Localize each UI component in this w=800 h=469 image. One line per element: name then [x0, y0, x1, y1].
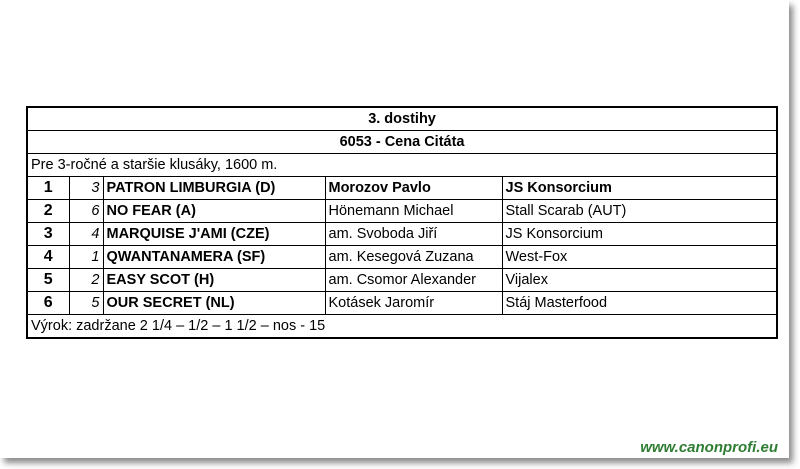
owner-cell: JS Konsorcium — [502, 223, 777, 246]
start-number-cell: 1 — [69, 246, 103, 269]
race-name: 6053 - Cena Citáta — [27, 131, 777, 154]
place-cell: 3 — [27, 223, 69, 246]
driver-cell: Kotásek Jaromír — [325, 292, 502, 315]
start-number-cell: 5 — [69, 292, 103, 315]
race-conditions: Pre 3-ročné a staršie klusáky, 1600 m. — [27, 154, 777, 177]
table-row — [27, 223, 777, 246]
start-number-cell: 4 — [69, 223, 103, 246]
owner-cell: Vijalex — [502, 269, 777, 292]
start-number-cell: 2 — [69, 269, 103, 292]
place-cell: 6 — [27, 292, 69, 315]
place-cell: 2 — [27, 200, 69, 223]
horse-cell: NO FEAR (A) — [103, 200, 325, 223]
horse-cell: QWANTANAMERA (SF) — [103, 246, 325, 269]
horse-cell: OUR SECRET (NL) — [103, 292, 325, 315]
place-cell: 1 — [27, 177, 69, 200]
watermark-text: www.canonprofi.eu — [640, 439, 778, 456]
race-results-table — [26, 106, 778, 339]
place-cell: 4 — [27, 246, 69, 269]
start-number-cell: 6 — [69, 200, 103, 223]
table-row — [27, 246, 777, 269]
table-row — [27, 269, 777, 292]
owner-cell: Stáj Masterfood — [502, 292, 777, 315]
driver-cell: Hönemann Michael — [325, 200, 502, 223]
owner-cell: Stall Scarab (AUT) — [502, 200, 777, 223]
owner-cell: West-Fox — [502, 246, 777, 269]
race-title: 3. dostihy — [27, 107, 777, 131]
horse-cell: MARQUISE J'AMI (CZE) — [103, 223, 325, 246]
table-row — [27, 292, 777, 315]
place-cell: 5 — [27, 269, 69, 292]
horse-cell: PATRON LIMBURGIA (D) — [103, 177, 325, 200]
driver-cell: am. Csomor Alexander — [325, 269, 502, 292]
table-row — [27, 200, 777, 223]
driver-cell: am. Kesegová Zuzana — [325, 246, 502, 269]
driver-cell: Morozov Pavlo — [325, 177, 502, 200]
horse-cell: EASY SCOT (H) — [103, 269, 325, 292]
start-number-cell: 3 — [69, 177, 103, 200]
table-row — [27, 177, 777, 200]
owner-cell: JS Konsorcium — [502, 177, 777, 200]
driver-cell: am. Svoboda Jiří — [325, 223, 502, 246]
race-result-verdict: Výrok: zadržane 2 1/4 – 1/2 – 1 1/2 – nos - 15 — [27, 315, 777, 339]
